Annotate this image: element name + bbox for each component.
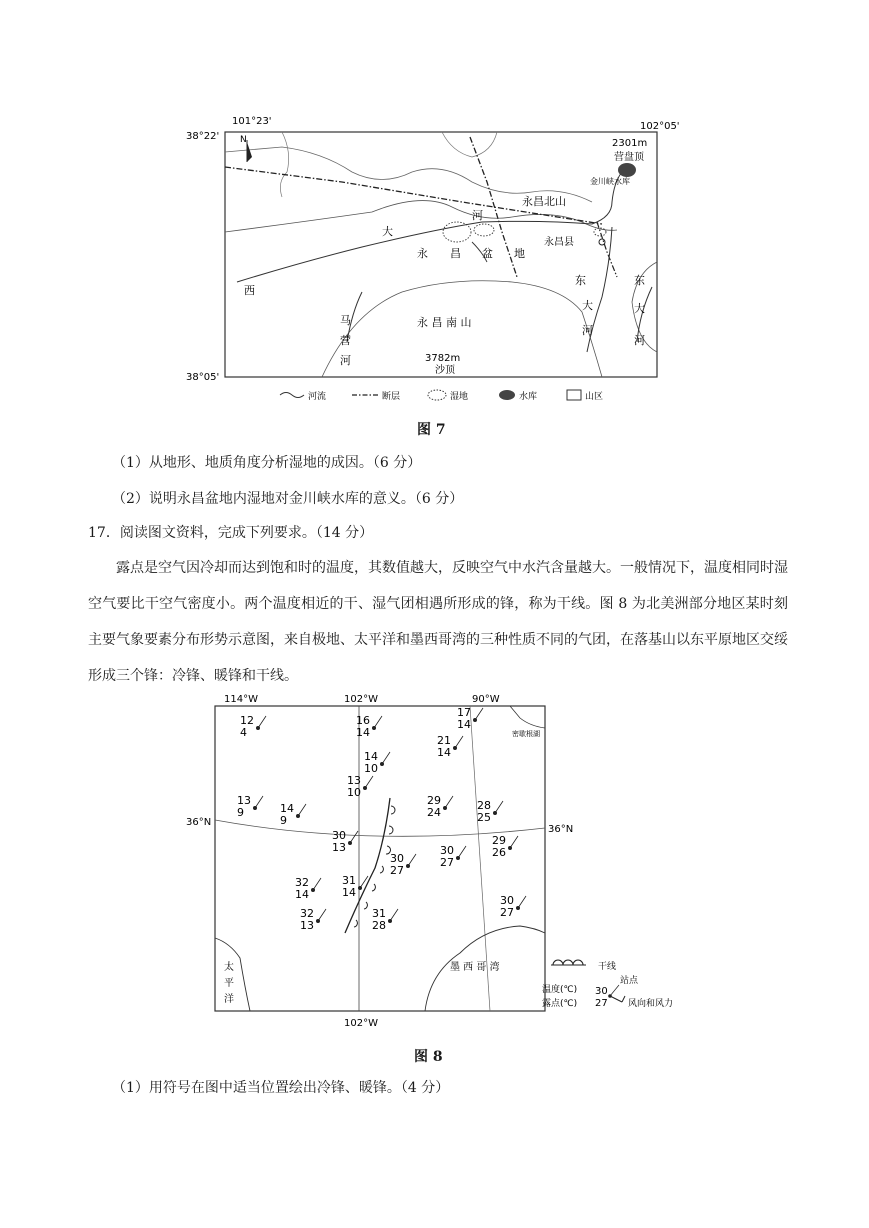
station-temp: 30 xyxy=(500,894,514,907)
station-temp: 32 xyxy=(295,876,309,889)
station-temp: 32 xyxy=(300,907,314,920)
wind-barb xyxy=(408,854,416,866)
lat-right: 36°N xyxy=(548,824,574,835)
lon-114: 114°W xyxy=(224,694,258,705)
wind-barb xyxy=(475,708,483,720)
station-dew: 10 xyxy=(347,786,361,799)
peak2-elev: 3782m xyxy=(425,353,461,364)
legend-fault: 断层 xyxy=(382,392,401,402)
river-ma-3: 河 xyxy=(340,354,351,367)
station-temp: 21 xyxy=(437,734,451,747)
station-temp: 29 xyxy=(427,794,441,807)
basin-2: 昌 xyxy=(450,247,461,260)
wind-barb xyxy=(445,796,453,808)
river-he: 河 xyxy=(472,209,483,222)
legend-dew: 露点(℃) xyxy=(542,999,578,1009)
station-temp: 16 xyxy=(356,714,370,727)
river-da: 大 xyxy=(382,225,393,238)
station-dew: 14 xyxy=(457,718,471,731)
station-dew: 27 xyxy=(390,864,404,877)
dongda-left-2: 大 xyxy=(582,299,593,312)
wind-barb xyxy=(298,804,306,816)
pacific-3: 洋 xyxy=(224,994,234,1005)
wind-barb xyxy=(313,878,321,890)
station-dew: 4 xyxy=(240,726,247,739)
top-left-lon: 101°23' xyxy=(232,116,272,127)
bottom-lat: 38°05' xyxy=(186,372,220,383)
wind-barb xyxy=(518,896,526,908)
wind-barb xyxy=(390,909,398,921)
question-16-1: （1）从地形、地质角度分析湿地的成因。（6 分） xyxy=(112,455,422,471)
station-dew: 27 xyxy=(500,906,514,919)
station-temp: 17 xyxy=(457,706,471,719)
wind-barb xyxy=(382,752,390,764)
station-dew: 10 xyxy=(364,762,378,775)
question-16-2: （2）说明永昌盆地内湿地对金川峡水库的意义。（6 分） xyxy=(112,491,464,507)
station-temp: 30 xyxy=(390,852,404,865)
wind-barb xyxy=(458,846,466,858)
north-label: N xyxy=(240,135,247,145)
station-temp: 12 xyxy=(240,714,254,727)
top-lat: 38°22' xyxy=(186,131,220,142)
figure-7-caption: 图 7 xyxy=(417,422,446,438)
figure-7-map xyxy=(182,112,702,447)
legend-river: 河流 xyxy=(308,392,327,402)
station-temp: 14 xyxy=(280,802,294,815)
wind-barb xyxy=(495,801,503,813)
figure-8-caption: 图 8 xyxy=(414,1049,443,1065)
legend-temp: 温度(℃) xyxy=(542,985,578,995)
basin-3: 盆 xyxy=(482,247,493,260)
peak2-name: 沙顶 xyxy=(435,365,455,376)
basin-1: 永 xyxy=(417,247,428,260)
station-dew: 26 xyxy=(492,846,506,859)
legend-reservoir: 水库 xyxy=(519,392,538,402)
question-17-paragraph: 露点是空气因冷却而达到饱和时的温度，其数值越大，反映空气中水汽含量越大。一般情况下，温度相同时湿空气要比干空气密度小。两个温度相近的干、湿气团相遇所形成的锋，称为干线。图 8 为北美洲部分地区某时刻主要气象要素分布形势示意图，来自极地、太平洋和墨西哥湾的三种性质不同的气团，在落基山以东平原地区交绥形成三个锋：冷锋、暖锋和干线。 xyxy=(88,560,788,684)
dongda-right-2: 大 xyxy=(634,302,645,315)
dongda-left-1: 东 xyxy=(575,274,586,287)
wind-barb xyxy=(318,909,326,921)
station-temp: 28 xyxy=(477,799,491,812)
lake-label: 密歇根湖 xyxy=(512,730,540,738)
lon-102-top: 102°W xyxy=(344,694,378,705)
station-temp: 13 xyxy=(347,774,361,787)
peak1-name: 营盘顶 xyxy=(614,152,644,163)
station-dew: 9 xyxy=(280,814,287,827)
wind-barb xyxy=(365,776,373,788)
lon-102-bottom: 102°W xyxy=(344,1018,378,1029)
legend-wind: 风向和风力 xyxy=(628,999,674,1009)
lat-left: 36°N xyxy=(186,817,212,828)
pacific-2: 平 xyxy=(224,978,234,989)
wind-barb xyxy=(455,736,463,748)
basin-4: 地 xyxy=(514,247,525,260)
peak1-elev: 2301m xyxy=(612,138,648,149)
wind-barb xyxy=(510,836,518,848)
lon-90: 90°W xyxy=(472,694,500,705)
legend-sample-d: 27 xyxy=(595,998,608,1009)
gulf-label: 墨 西 哥 湾 xyxy=(450,962,500,973)
figure-8-map xyxy=(170,688,730,1033)
legend-station: 站点 xyxy=(620,976,639,986)
reservoir-label: 金川峡水库 xyxy=(590,177,630,186)
river-ma-1: 马 xyxy=(340,314,351,327)
station-temp: 30 xyxy=(332,829,346,842)
question-17-1: （1）用符号在图中适当位置绘出冷锋、暖锋。（4 分） xyxy=(112,1080,450,1096)
mountain-south-label: 永 昌 南 山 xyxy=(417,316,472,329)
station-temp: 13 xyxy=(237,794,251,807)
station-dew: 14 xyxy=(295,888,309,901)
pacific-1: 太 xyxy=(224,962,234,973)
station-dew: 14 xyxy=(356,726,370,739)
station-dew: 28 xyxy=(372,919,386,932)
station-temp: 31 xyxy=(342,874,356,887)
legend-mountain: 山区 xyxy=(585,392,604,402)
station-dew: 25 xyxy=(477,811,491,824)
dongda-right-3: 河 xyxy=(634,334,645,347)
legend-dryline: 干线 xyxy=(598,962,617,972)
legend-wetland: 湿地 xyxy=(450,392,469,402)
station-dew: 13 xyxy=(332,841,346,854)
station-temp: 30 xyxy=(440,844,454,857)
station-temp: 14 xyxy=(364,750,378,763)
county-label: 永昌县 xyxy=(544,237,574,248)
station-dew: 9 xyxy=(237,806,244,819)
legend-sample-t: 30 xyxy=(595,986,608,997)
dongda-right-1: 东 xyxy=(634,274,645,287)
station-temp: 29 xyxy=(492,834,506,847)
wind-barb xyxy=(350,831,358,843)
river-ma-2: 营 xyxy=(340,334,351,347)
wind-barb xyxy=(374,716,382,728)
top-right-lon: 102°05' xyxy=(640,121,680,132)
station-dew: 24 xyxy=(427,806,441,819)
dongda-left-3: 河 xyxy=(582,324,593,337)
station-dew: 14 xyxy=(342,886,356,899)
station-dew: 27 xyxy=(440,856,454,869)
wind-barb xyxy=(258,716,266,728)
river-xi: 西 xyxy=(244,284,255,297)
station-dew: 14 xyxy=(437,746,451,759)
wind-barb xyxy=(255,796,263,808)
question-17-title: 17．阅读图文资料，完成下列要求。（14 分） xyxy=(88,525,374,541)
mountain-north-label: 永昌北山 xyxy=(522,195,566,208)
station-temp: 31 xyxy=(372,907,386,920)
station-dew: 13 xyxy=(300,919,314,932)
